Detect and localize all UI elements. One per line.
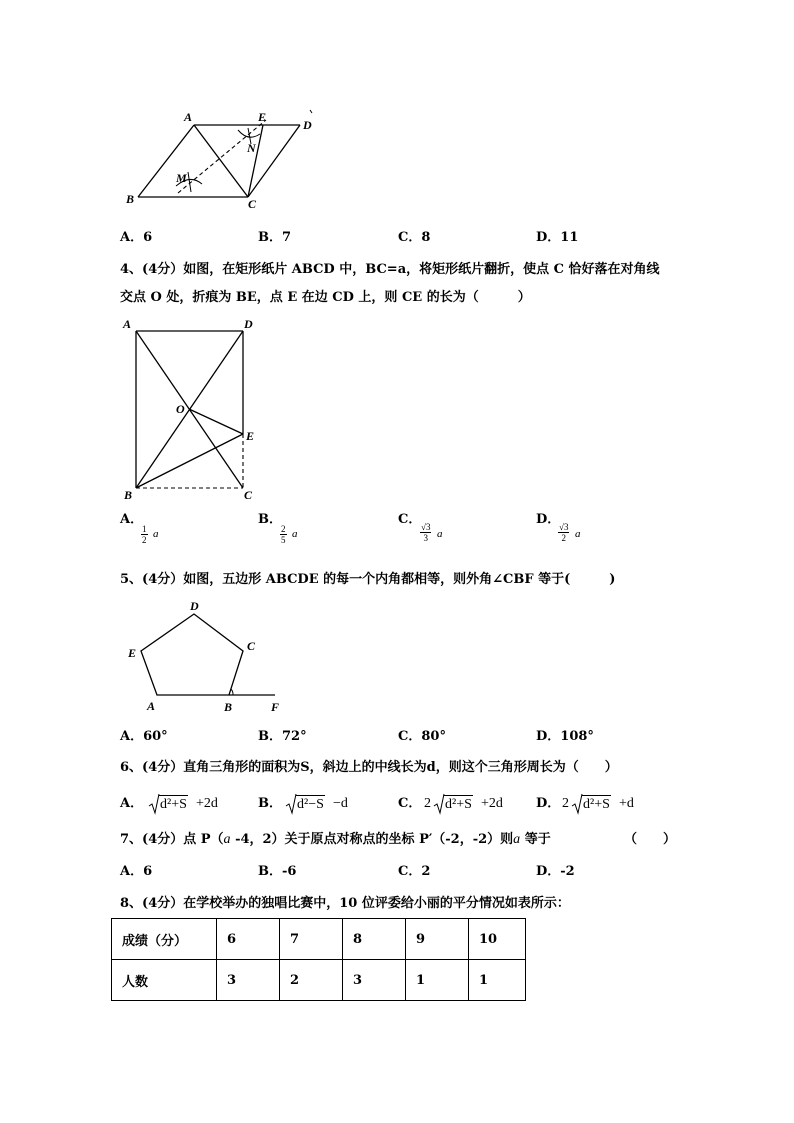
label-c: C <box>247 639 256 653</box>
radicand: d²+S <box>583 797 610 812</box>
q4-question-line1: 4、(4分）如图，在矩形纸片 ABCD 中，BC=a，将矩形纸片翻折，使点 C 恰好落在对角线 <box>120 262 660 277</box>
label-c: C <box>244 488 253 502</box>
q6-question-line1: 6、(4分）直角三角形的面积为S，斜边上的中线长为d，则这个三角形周长为（ ） <box>120 760 618 775</box>
label-e: E <box>128 646 137 660</box>
table-cell: 3 <box>217 960 280 1001</box>
q3-option-c[interactable]: C．8 <box>398 230 431 245</box>
label-f: F <box>271 700 280 714</box>
q3-option-a[interactable]: A．6 <box>120 230 153 245</box>
label-m: M <box>176 171 187 185</box>
q5-option-c[interactable]: C．80° <box>398 729 446 744</box>
q7-option-c[interactable]: C．2 <box>398 864 431 879</box>
radicand: d²+S <box>160 797 187 812</box>
label-a: A <box>123 317 132 331</box>
q4-option-d-letter[interactable]: D． <box>536 512 561 527</box>
q7-question-line1 <box>120 832 551 848</box>
pentagon-abcde <box>141 614 243 695</box>
q6-option-a-letter[interactable]: A． <box>120 796 144 811</box>
q5-question-line1: 5、(4分）如图，五边形 ABCDE 的每一个内角都相等，则外角∠CBF 等于( ) <box>120 572 616 587</box>
q8-question-line1: 8、(4分）在学校举办的独唱比赛中，10 位评委给小丽的平分情况如表所示： <box>120 896 570 911</box>
q4-question-line2: 交点 O 处，折痕为 BE，点 E 在边 CD 上，则 CE 的长为（ ） <box>120 290 531 305</box>
q7-option-b[interactable]: B．-6 <box>258 864 297 879</box>
q7-var2: a <box>513 832 521 847</box>
angle-arc-cbf <box>231 689 233 695</box>
tick-mark-top <box>310 110 312 113</box>
q5-option-a[interactable]: A．60° <box>120 729 168 744</box>
q6-option-b-letter[interactable]: B． <box>258 796 282 811</box>
q5-option-d[interactable]: D．108° <box>536 729 594 744</box>
label-d: D <box>190 599 199 613</box>
tail-term: +d <box>619 796 634 811</box>
table-cell: 1 <box>406 960 469 1001</box>
q7-option-a[interactable]: A．6 <box>120 864 153 879</box>
label-b: B <box>126 192 135 206</box>
fraction-denominator: 2 <box>561 533 566 543</box>
crease-be <box>136 434 243 488</box>
table-cell: 2 <box>280 960 343 1001</box>
label-e: E <box>246 429 255 443</box>
table-cell: 7 <box>280 919 343 960</box>
label-e: E <box>258 110 267 124</box>
q4-option-b-var: a <box>292 528 298 540</box>
q5-option-b[interactable]: B．72° <box>258 729 307 744</box>
table-cell: 10 <box>469 919 526 960</box>
fraction-denominator: 2 <box>142 535 147 545</box>
q3-option-d[interactable]: D．11 <box>536 230 579 245</box>
fraction-numerator: 2 <box>281 524 286 534</box>
table-row-counts <box>112 960 526 1001</box>
tail-term: +2d <box>481 796 503 811</box>
q4-option-b-fraction <box>280 524 287 545</box>
table-cell: 8 <box>343 919 406 960</box>
q7-part1: 7、(4分）点 P（ <box>120 832 224 847</box>
score-table <box>111 918 526 1001</box>
tail-term: −d <box>333 796 348 811</box>
segment-ac <box>194 125 248 197</box>
table-header-cell: 人数 <box>112 960 217 1001</box>
q4-option-a-var: a <box>153 528 159 540</box>
q4-option-b-letter[interactable]: B． <box>258 512 282 527</box>
perpendicular-bisector <box>178 120 266 193</box>
q7-answer-bracket: （ ） <box>624 832 677 847</box>
q4-option-c-fraction <box>420 522 431 543</box>
q4-option-a-fraction <box>141 524 148 545</box>
q4-option-c-var: a <box>437 528 443 540</box>
coefficient: 2 <box>562 796 569 811</box>
q6-option-c-letter[interactable]: C． <box>398 796 422 811</box>
table-cell: 9 <box>406 919 469 960</box>
q3-option-b[interactable]: B．7 <box>258 230 292 245</box>
q7-option-d[interactable]: D．-2 <box>536 864 575 879</box>
label-b: B <box>124 488 133 502</box>
q4-option-d-fraction <box>558 522 569 543</box>
parallelogram-figure <box>120 100 330 215</box>
q7-part3: 等于 <box>520 832 551 847</box>
fraction-denominator: 3 <box>423 533 428 543</box>
rectangle-figure <box>118 316 268 506</box>
fraction-numerator: √3 <box>559 522 569 532</box>
radicand: d²−S <box>297 797 324 812</box>
fraction-numerator: √3 <box>421 522 431 532</box>
fraction-numerator: 1 <box>142 524 147 534</box>
table-row-scores <box>112 919 526 960</box>
label-d: D <box>244 317 253 331</box>
q7-part2: -4，2）关于原点对称点的坐标 P′（-2，-2）则 <box>230 832 514 847</box>
label-n: N <box>247 141 256 155</box>
label-d: D <box>303 118 312 132</box>
label-o: O <box>176 402 185 416</box>
label-a: A <box>147 699 156 713</box>
q4-option-a-letter[interactable]: A． <box>120 512 144 527</box>
q4-option-d-var: a <box>575 528 581 540</box>
radicand: d²+S <box>445 797 472 812</box>
label-c: C <box>248 197 257 211</box>
table-cell: 6 <box>217 919 280 960</box>
label-b: B <box>224 700 233 714</box>
tail-term: +2d <box>196 796 218 811</box>
fraction-denominator: 5 <box>281 535 286 545</box>
table-cell: 3 <box>343 960 406 1001</box>
table-cell: 1 <box>469 960 526 1001</box>
coefficient: 2 <box>424 796 431 811</box>
q4-option-c-letter[interactable]: C． <box>398 512 422 527</box>
q6-option-d-letter[interactable]: D． <box>536 796 561 811</box>
pentagon-figure <box>120 596 300 718</box>
q7-var1: a <box>223 832 231 847</box>
table-header-cell: 成绩（分） <box>112 919 217 960</box>
label-a: A <box>184 110 193 124</box>
